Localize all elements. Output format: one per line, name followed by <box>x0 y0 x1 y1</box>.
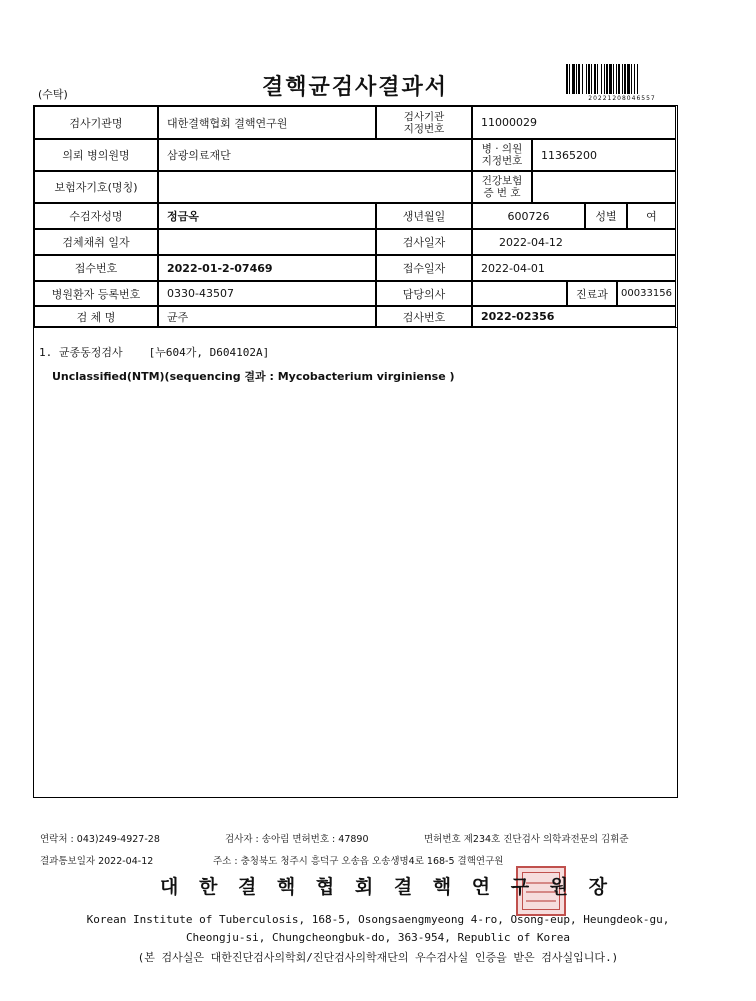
barcode-bar <box>638 64 639 94</box>
hospital-code-label-line1: 병 · 의원 <box>481 143 523 155</box>
tester-info: 검사자 : 송아림 면허번호 : 47890 <box>225 834 369 845</box>
sex-value: 여 <box>627 203 676 229</box>
results-panel <box>33 327 678 798</box>
info-table <box>33 105 678 328</box>
receipt-date-label: 접수일자 <box>376 255 472 281</box>
address-info: 주소 : 충청북도 청주시 흥덕구 오송읍 오송생명4로 168-5 결핵연구원 <box>213 856 504 867</box>
sex-label: 성별 <box>585 203 627 229</box>
institution-code-label <box>376 106 472 139</box>
english-address-line1: Korean Institute of Tuberculosis, 168-5, Osongsaengmyeong 4-ro, Osong-eup, Heungdeok-gu, <box>86 913 670 926</box>
test-number-label: 검사번호 <box>376 306 472 327</box>
collection-date-value <box>158 229 376 255</box>
receipt-date-value: 2022-04-01 <box>472 255 676 281</box>
specimen-label: 검 체 명 <box>34 306 158 327</box>
doctor-label: 담당의사 <box>376 281 472 306</box>
receipt-number-label: 접수번호 <box>34 255 158 281</box>
doctor-value <box>472 281 567 306</box>
institution-code-label-line1: 검사기관 <box>403 110 445 123</box>
test-code: [누604가, D604102A] <box>148 346 270 359</box>
barcode-number: 20221208046557 <box>588 95 656 102</box>
requester-label: 의뢰 병의원명 <box>34 139 158 171</box>
receipt-number-value: 2022-01-2-07469 <box>158 255 376 281</box>
report-date: 결과통보일자 2022-04-12 <box>40 856 154 867</box>
test-item <box>39 344 269 360</box>
patient-registration-label: 병원환자 등록번호 <box>34 281 158 306</box>
institution-value: 대한결핵협회 결핵연구원 <box>158 106 376 139</box>
patient-registration-value: 0330-43507 <box>158 281 376 306</box>
institution-code-label-line2: 지정번호 <box>403 122 445 135</box>
hospital-code-value: 11365200 <box>532 139 676 171</box>
hospital-code-label-line2: 지정번호 <box>481 155 523 167</box>
insurance-value <box>158 171 472 203</box>
health-insurance-value <box>532 171 676 203</box>
requester-value: 삼광의료재단 <box>158 139 472 171</box>
specialist-info: 면허번호 제234호 진단검사 의학과전문의 김휘준 <box>424 834 629 845</box>
result-text: Unclassified(NTM)(sequencing 결과 : Mycobacterium virginiense ) <box>52 370 455 383</box>
test-number-value: 2022-02356 <box>472 306 676 327</box>
department-value: 00033156 <box>617 281 676 306</box>
insurance-label: 보험자기호(명칭) <box>34 171 158 203</box>
hospital-code-label <box>472 139 532 171</box>
certification-note: (본 검사실은 대한진단검사의학회/진단검사의학재단의 우수검사실 인증을 받은 검사실입니다.) <box>137 951 619 964</box>
institution-label: 검사기관명 <box>34 106 158 139</box>
test-date-value: 2022-04-12 <box>472 229 676 255</box>
health-insurance-label <box>472 171 532 203</box>
barcode <box>566 64 678 102</box>
birth-date-label: 생년월일 <box>376 203 472 229</box>
barcode-bars <box>566 64 678 94</box>
receipt-label: (수탁) <box>38 88 68 101</box>
patient-name-value: 정금옥 <box>158 203 376 229</box>
health-insurance-label-line2: 증 번 호 <box>483 187 521 199</box>
birth-date-value: 600726 <box>472 203 585 229</box>
department-label: 진료과 <box>567 281 617 306</box>
test-name: 1. 균종동정검사 <box>39 346 123 359</box>
institution-code-value: 11000029 <box>472 106 676 139</box>
page-title: 결핵균검사결과서 <box>261 74 449 100</box>
test-date-label: 검사일자 <box>376 229 472 255</box>
english-address-line2: Cheongju-si, Chungcheongbuk-do, 363-954, Republic of Korea <box>185 931 571 944</box>
contact-info: 연락처 : 043)249-4927-28 <box>40 834 160 845</box>
patient-name-label: 수검자성명 <box>34 203 158 229</box>
seal-mark <box>526 900 556 902</box>
collection-date-label: 검체채취 일자 <box>34 229 158 255</box>
health-insurance-label-line1: 건강보험 <box>481 175 523 187</box>
organization-name: 대 한 결 핵 협 회 결 핵 연 구 원 장 <box>160 876 615 898</box>
specimen-value: 균주 <box>158 306 376 327</box>
